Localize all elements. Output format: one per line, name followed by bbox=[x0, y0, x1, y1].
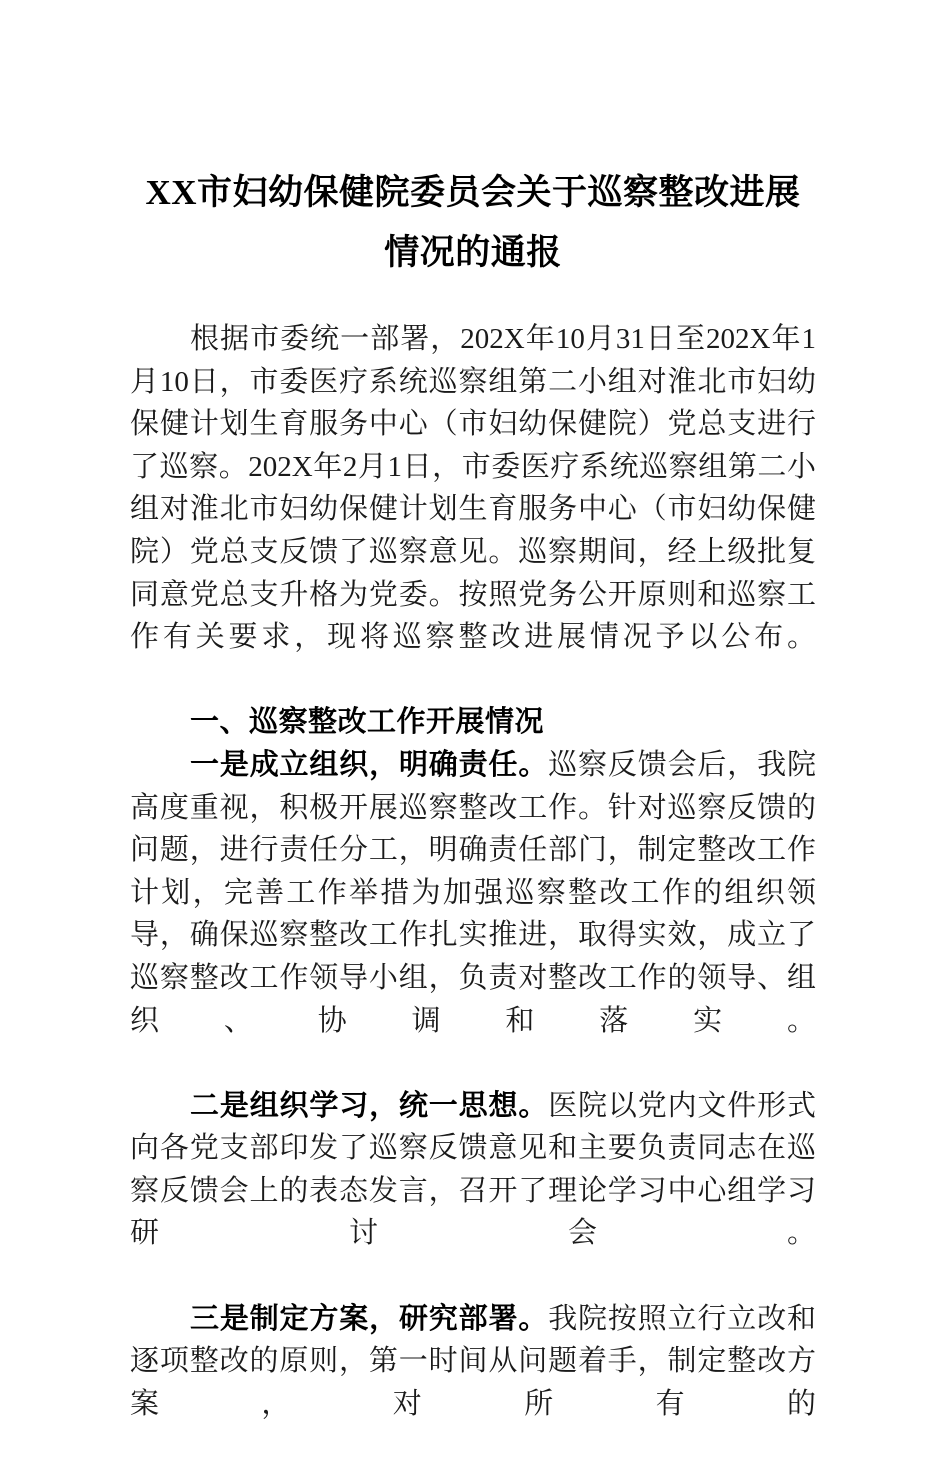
document-title bbox=[130, 163, 816, 283]
section-heading-1: 一、巡察整改工作开展情况 bbox=[190, 706, 545, 739]
paragraph-item-3 bbox=[130, 1298, 816, 1468]
paragraph-item-2-text: 医院以党内文件形式向各党支部印发了巡察反馈意见和主要负责同志在巡察反馈会上的表态发言，召开了理论学习中心组学习研讨会。 bbox=[130, 1089, 816, 1250]
paragraph-item-3-lead: 三是制定方案，研究部署。 bbox=[190, 1302, 549, 1335]
paragraph-item-3-text: 我院按照立行立改和逐项整改的原则，第一时间从问题着手，制定整改方案，对所有的 bbox=[130, 1302, 816, 1420]
paragraph-item-1-text: 巡察反馈会后，我院高度重视，积极开展巡察整改工作。针对巡察反馈的问题，进行责任分工，明确责任部门，制定整改工作计划，完善工作举措为加强巡察整改工作的组织领导，确保巡察整改工作扎实推进，取得实效，成立了巡察整改工作领导小组，负责对整改工作的领导、组织、协调和落实。 bbox=[130, 748, 816, 1037]
document-title-line-1: XX市妇幼保健院委员会关于巡察整改进展 bbox=[145, 173, 801, 212]
paragraph-item-2-lead: 二是组织学习，统一思想。 bbox=[190, 1089, 549, 1122]
paragraph-item-1 bbox=[130, 744, 816, 1085]
paragraph-intro: 根据市委统一部署，202X年10月31日至202X年1月10日，市委医疗系统巡察组第二小组对淮北市妇幼保健计划生育服务中心（市妇幼保健院）党总支进行了巡察。202X年2月1日，市委医疗系统巡察组第二小组对淮北市妇幼保健计划生育服务中心（市妇幼保健院）党总支反馈了巡察意见。巡察期间，经上级批复同意党总支升格为党委。按照党务公开原则和巡察工作有关要求，现将巡察整改进展情况予以公布。 bbox=[130, 323, 816, 654]
document-title-line-2: 情况的通报 bbox=[384, 233, 562, 272]
paragraph-item-1-lead: 一是成立组织，明确责任。 bbox=[190, 748, 549, 781]
paragraph-item-2 bbox=[130, 1085, 816, 1298]
document-body bbox=[130, 318, 816, 1468]
